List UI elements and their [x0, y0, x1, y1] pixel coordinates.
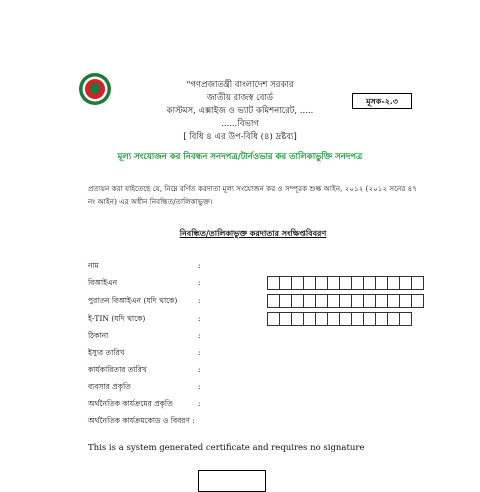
field-label-old-bin: পুরাতন বিআইএন (যদি থাকে): [88, 296, 178, 305]
form-code-box: মূসক-২.৩: [352, 93, 412, 109]
certificate-title: মূল্য সংযোজন কর নিবন্ধন সনদপত্র/টার্নওভার কর তালিকাভুক্তি সনদপত্র: [117, 152, 363, 162]
field-label-name: নাম: [88, 261, 99, 270]
section-title: নিবন্ধিত/তালিকাভুক্ত করদাতার সংক্ষিপ্তবিবরণ: [179, 228, 327, 238]
bin-digit-boxes: [268, 276, 424, 290]
header-line-1: "গণপ্রজাতন্ত্রী বাংলাদেশ সরকার: [186, 80, 294, 90]
header-line-5: [ বিধি ৪ এর উপ-বিধি (৪) দ্রষ্টব্য]: [183, 132, 297, 142]
system-generated-note: This is a system generated certificate and requires no signature: [88, 443, 365, 453]
header-line-4: ......বিভাগ: [221, 119, 259, 129]
header-line-3: কাস্টমস, এক্সাইজ ও ভ্যাট কমিশনারেট, .....: [166, 106, 314, 116]
qr-code-box: [198, 470, 266, 492]
etin-digit-boxes: [268, 312, 412, 326]
field-label-business-nature: ব্যবসার প্রকৃতি: [88, 382, 131, 391]
field-colon: :: [198, 365, 201, 374]
field-colon: :: [198, 382, 201, 391]
field-label-activity-code: অর্থনৈতিক কার্যক্রমকোড ও বিবরণ :: [88, 416, 195, 425]
header-line-2: জাতীয় রাজস্ব বোর্ড: [206, 93, 274, 103]
government-seal-logo: [78, 72, 112, 106]
field-colon: :: [198, 261, 201, 270]
field-colon: :: [198, 314, 201, 323]
field-colon: :: [198, 331, 201, 340]
field-colon: :: [198, 348, 201, 357]
field-label-bin: বিআইএন: [88, 278, 118, 287]
field-colon: :: [198, 278, 201, 287]
field-label-issue-date: ইস্যুর তারিখ: [88, 348, 125, 357]
field-label-effective-date: কার্যকারিতার তারিখ: [88, 365, 147, 374]
field-label-address: ঠিকানা: [88, 331, 109, 340]
field-label-etin: ই-TIN (যদি থাকে): [88, 314, 146, 323]
field-label-economic-activity: অর্থনৈতিক কার্যক্রমের প্রকৃতি: [88, 399, 173, 408]
field-colon: :: [198, 296, 201, 305]
old-bin-digit-boxes: [268, 294, 424, 308]
field-colon: :: [198, 399, 201, 408]
intro-paragraph: প্রত্যয়ন করা যাইতেছে যে, নিম্নে বর্ণিত করদাতা মূল্য সংযোজন কর ও সম্পূরক শুল্ক আইন, ২০১২ (২০১২ সনের ৪৭ নং আইন) এর অধীন নিবন্ধিত/তালিকাভুক্ত।: [88, 184, 417, 206]
